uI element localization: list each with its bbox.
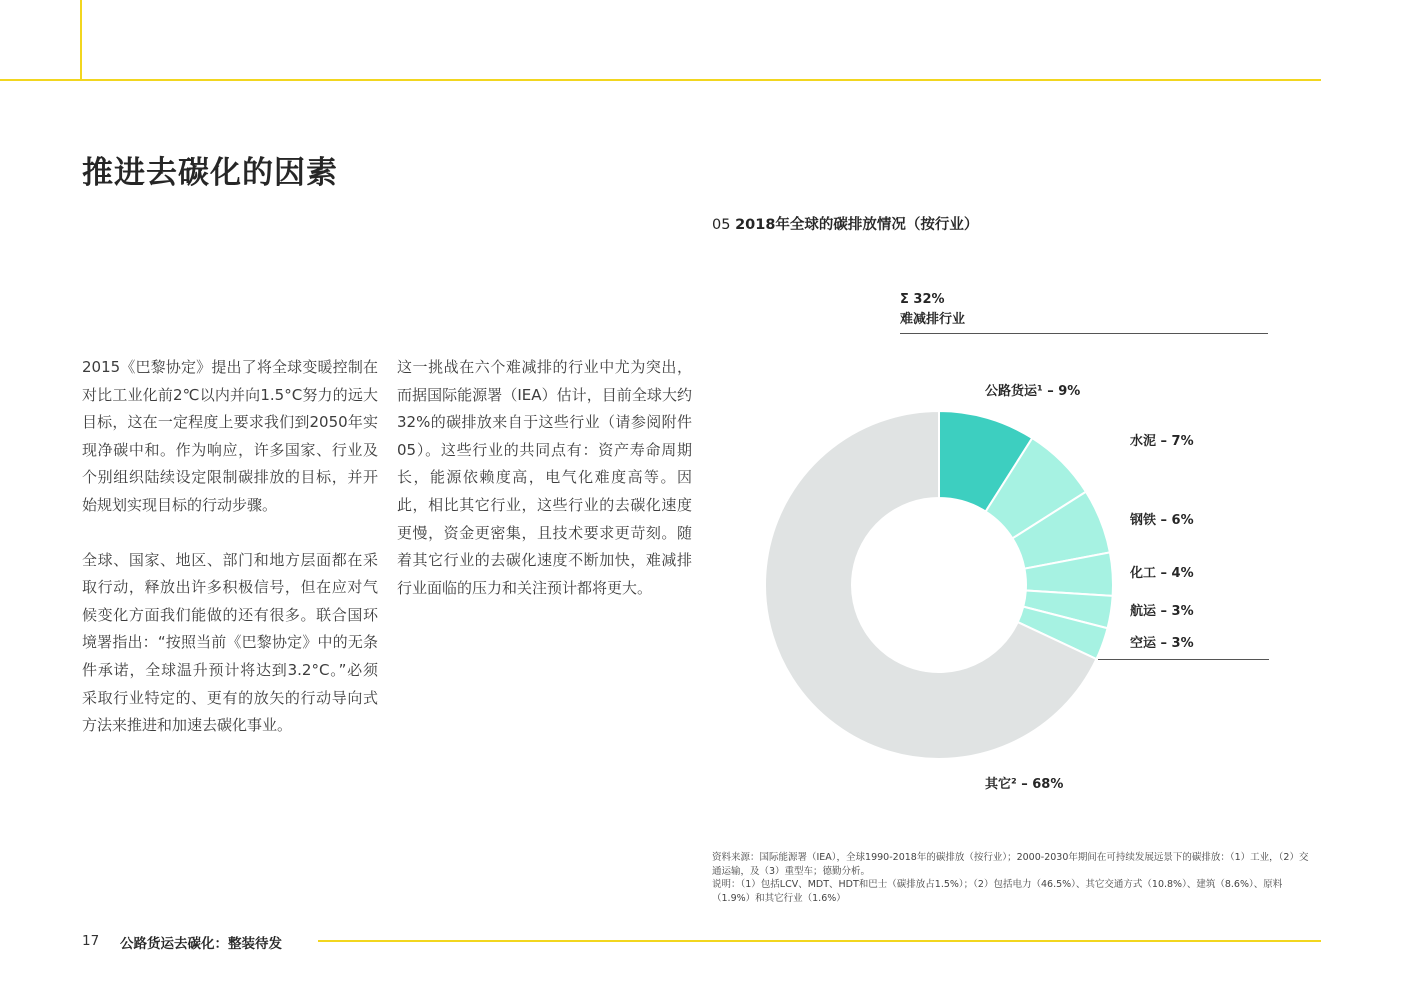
footer-title: 公路货运去碳化：整装待发 [120, 936, 282, 952]
group-total: Σ 32% [900, 292, 945, 307]
slice-label-steel: 钢铁 – 6% [1130, 513, 1194, 528]
notes-text: 说明：（1）包括LCV、MDT、HDT和巴士（碳排放占1.5%）；（2）包括电力（46.5%）、其它交通方式（10.8%）、建筑（8.6%）、原料（1.9%）和其它行业（1.6%） [712, 879, 1283, 904]
slice-label-other: 其它² – 68% [985, 777, 1064, 792]
body-paragraph: 这一挑战在六个难减排的行业中尤为突出，而据国际能源署（IEA）估计，目前全球大约32%的碳排放来自于这些行业（请参阅附件05）。这些行业的共同点有：资产寿命周期长，能源依赖度高，电气化难度高等。因此，相比其它行业，这些行业的去碳化速度更慢，资金更密集，且技术要求更苛刻。随着其它行业的去碳化速度不断加快，难减排行业面临的压力和关注预计都将更大。 [397, 358, 692, 597]
body-paragraph: 2015《巴黎协定》提出了将全球变暖控制在对比工业化前2℃以内并向1.5°C努力的远大目标，这在一定程度上要求我们到2050年实现净碳中和。作为响应，许多国家、行业及个别组织陆续设定限制碳排放的目标，并开始规划实现目标的行动步骤。 [82, 358, 378, 514]
slice-label-aviation: 空运 – 3% [1130, 636, 1194, 651]
page-number: 17 [82, 933, 100, 949]
footer-rule [318, 940, 1321, 942]
slice-label-cement: 水泥 – 7% [1130, 434, 1194, 449]
group-label: 难减排行业 [900, 312, 966, 327]
figure-number: 05 [712, 217, 731, 233]
chart-title-text: 2018年全球的碳排放情况（按行业） [735, 217, 979, 233]
body-paragraph: 全球、国家、地区、部门和地方层面都在采取行动，释放出许多积极信号，但在应对气候变化方面我们能做的还有很多。联合国环境署指出：“按照当前《巴黎协定》中的无条件承诺，全球温升预计将达到3.2°C。”必须采取行业特定的、更有的放矢的行动导向式方法来推进和加速去碳化事业。 [82, 550, 378, 735]
page-title: 推进去碳化的因素 [82, 155, 338, 191]
slice-label-shipping: 航运 – 3% [1130, 604, 1194, 619]
chart-source-notes [712, 851, 1312, 905]
slice-label-road-freight: 公路货运¹ – 9% [985, 384, 1081, 399]
source-text: 资料来源：国际能源署（IEA），全球1990-2018年的碳排放（按行业）；2000-2030年期间在可持续发展远景下的碳排放：（1）工业，（2）交通运输，及（3）重型车；德勤分析。 [712, 852, 1309, 877]
slice-label-chemicals: 化工 – 4% [1130, 566, 1194, 581]
